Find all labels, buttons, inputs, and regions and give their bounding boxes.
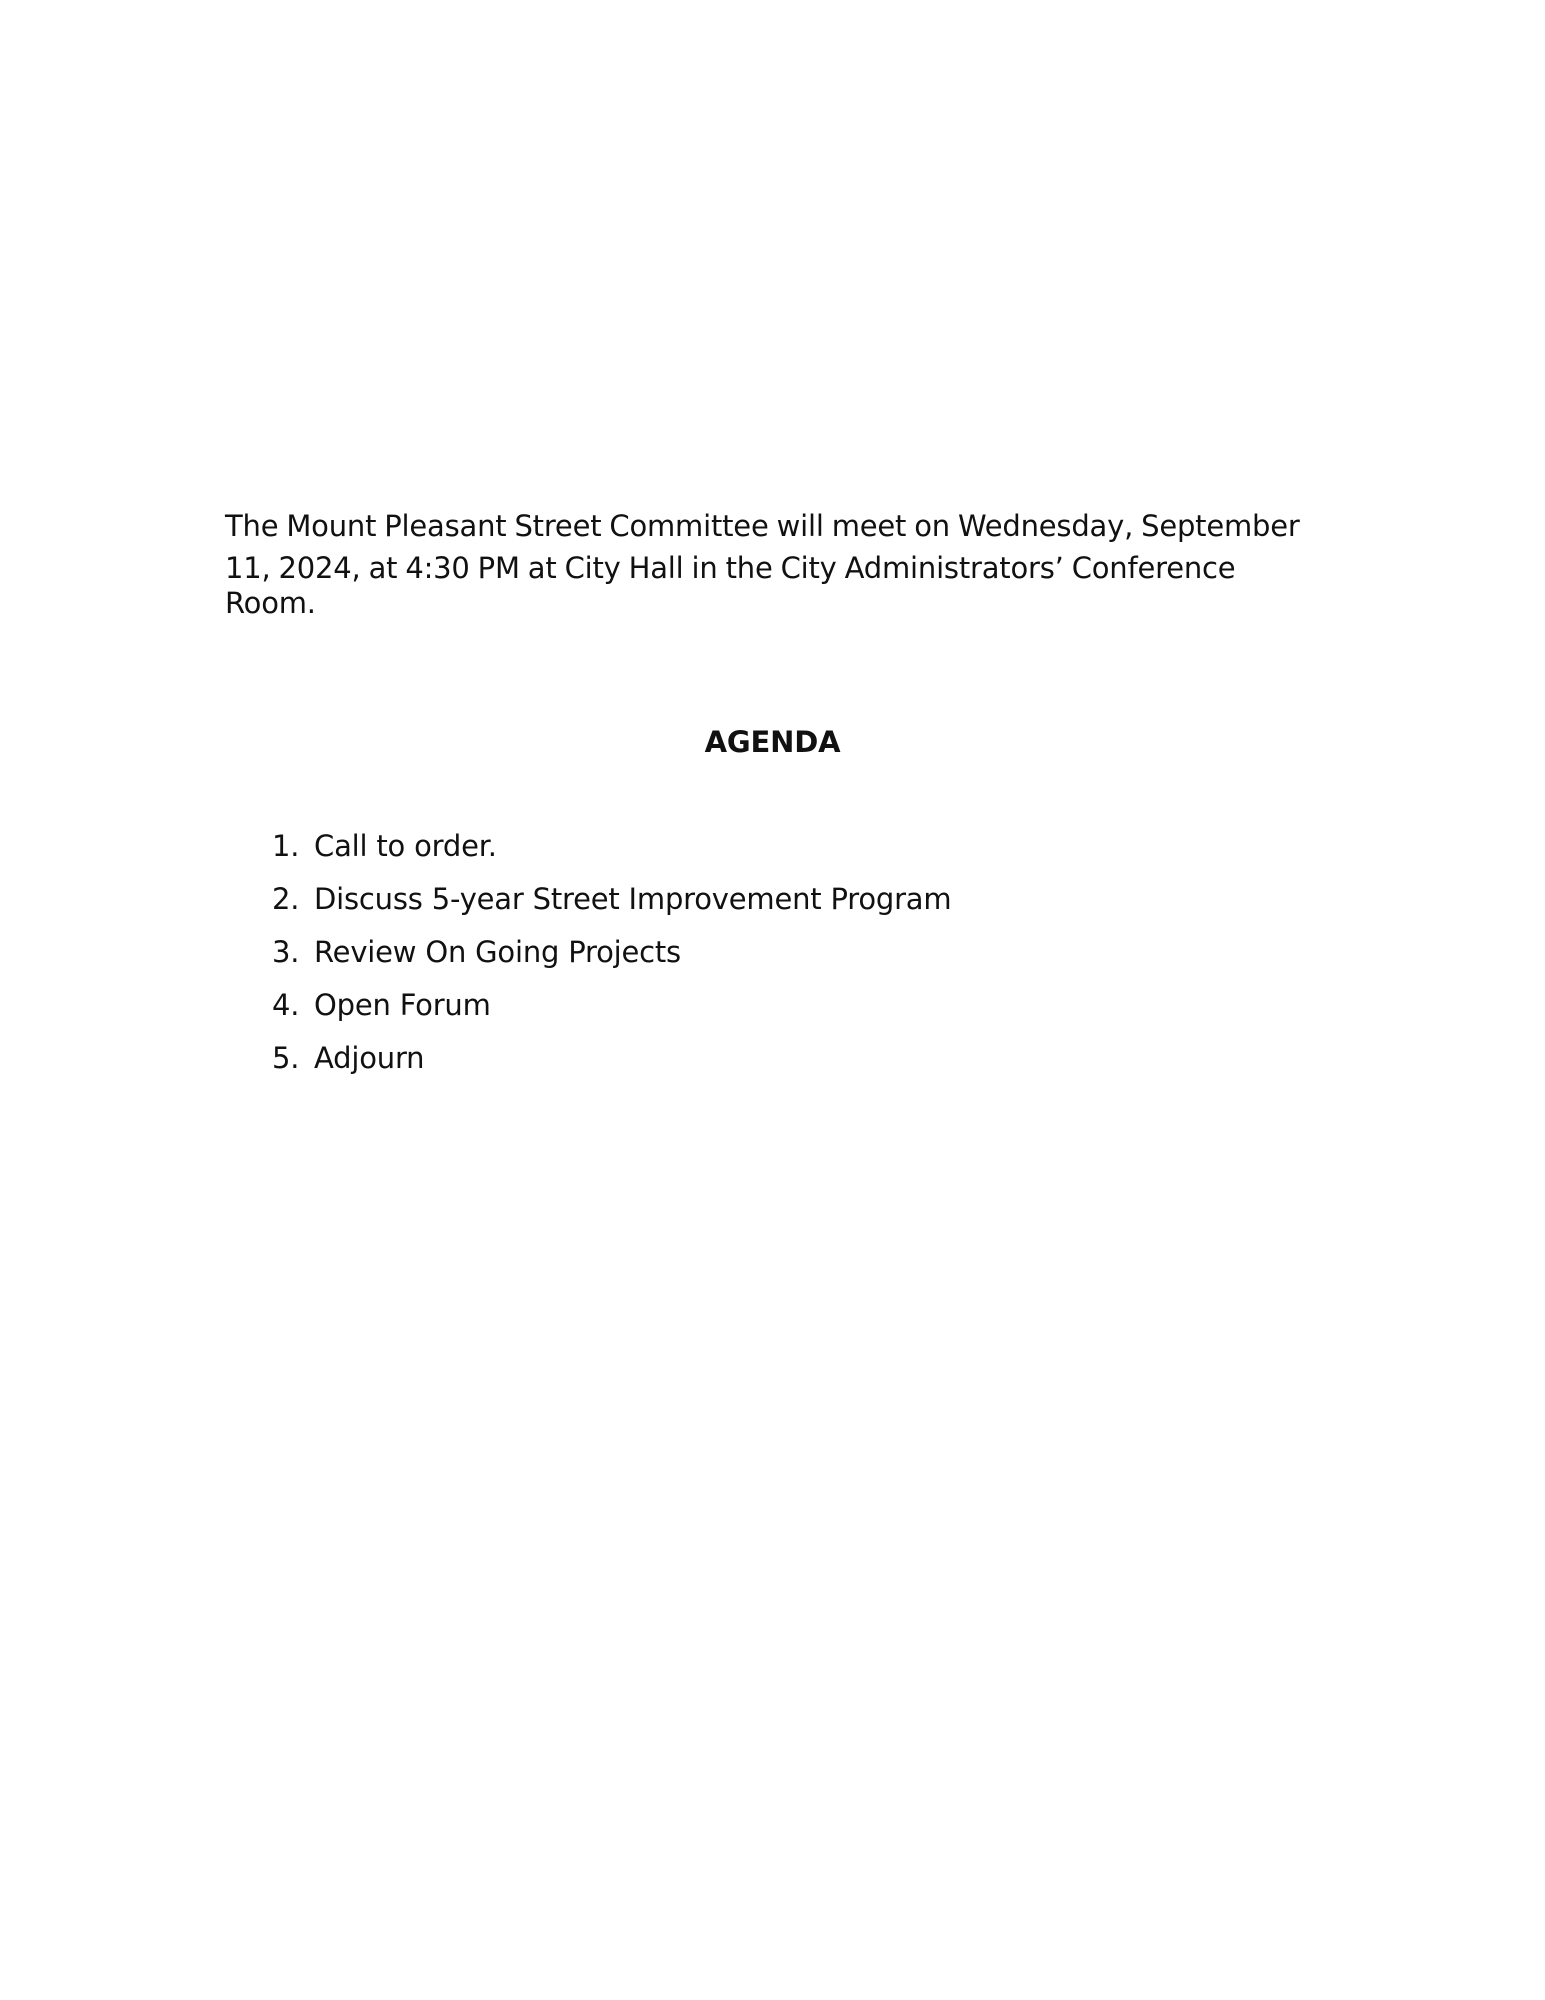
meeting-notice-line: Room. <box>225 586 316 620</box>
agenda-item-number: 1. <box>272 829 300 863</box>
agenda-item-text: Discuss 5-year Street Improvement Program <box>314 882 952 916</box>
agenda-item-number: 5. <box>272 1041 300 1075</box>
agenda-item <box>272 985 951 1038</box>
agenda-item <box>272 826 951 879</box>
agenda-heading: AGENDA <box>704 725 841 759</box>
agenda-item-number: 3. <box>272 935 300 969</box>
meeting-notice-line: 11, 2024, at 4:30 PM at City Hall in the City Administrators’ Conference <box>225 551 1236 585</box>
meeting-notice <box>225 505 1315 624</box>
agenda-item <box>272 1038 951 1091</box>
agenda-list <box>272 826 951 1091</box>
agenda-item <box>272 932 951 985</box>
meeting-notice-line: The Mount Pleasant Street Committee will meet on Wednesday, September <box>225 509 1300 543</box>
agenda-item-text: Review On Going Projects <box>314 935 681 969</box>
agenda-item-number: 2. <box>272 882 300 916</box>
agenda-item-text: Open Forum <box>314 988 491 1022</box>
agenda-item <box>272 879 951 932</box>
agenda-item-text: Adjourn <box>314 1041 425 1075</box>
agenda-item-text: Call to order. <box>314 829 497 863</box>
agenda-item-number: 4. <box>272 988 300 1022</box>
